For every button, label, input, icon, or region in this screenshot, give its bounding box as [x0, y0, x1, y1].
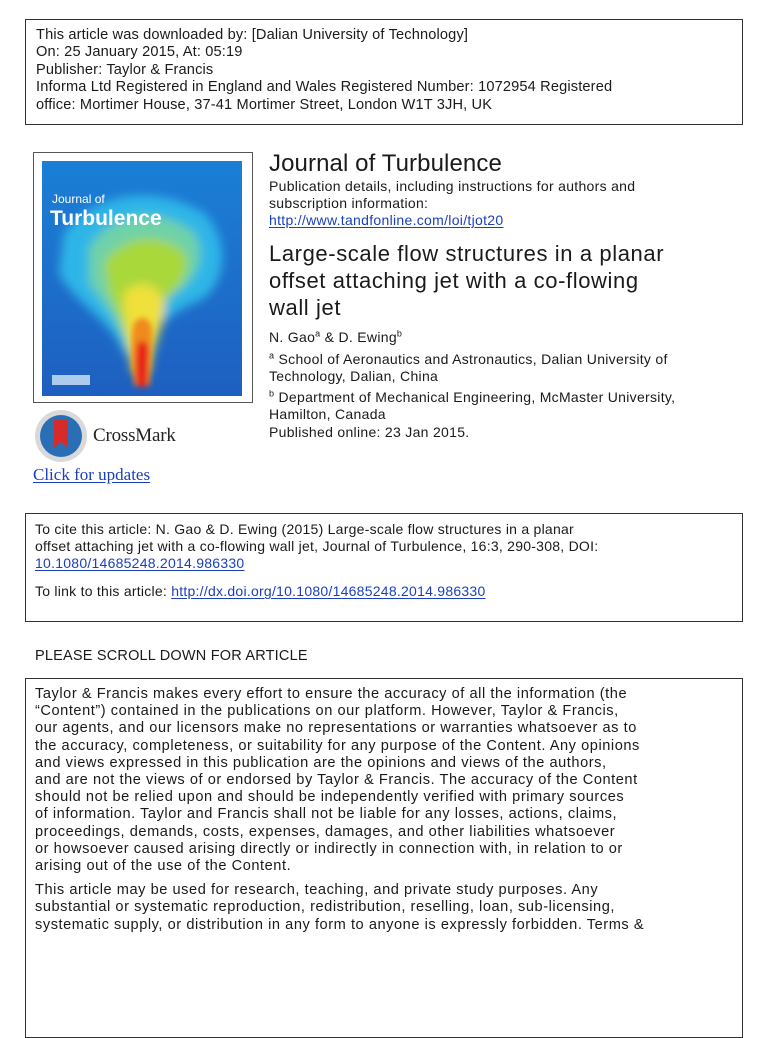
disclaimer-line: of information. Taylor and Francis shall not be liable for any losses, actions, claims, [35, 806, 618, 823]
crossmark-badge[interactable] [33, 408, 203, 464]
affil-text: Department of Mechanical Engineering, McMaster University, [274, 388, 676, 405]
citation-box [25, 513, 743, 622]
disclaimer-line: “Content”) contained in the publications on our platform. However, Taylor & Francis, [35, 703, 619, 720]
affil-mark: b [269, 387, 275, 398]
citation-line: To cite this article: N. Gao & D. Ewing (2015) Large-scale flow structures in a planar [35, 521, 574, 537]
disclaimer-line: and views expressed in this publication are the opinions and views of the authors, [35, 754, 607, 771]
download-line: This article was downloaded by: [Dalian University of Technology] [36, 27, 469, 43]
disclaimer-box [25, 678, 743, 1038]
download-line: Informa Ltd Registered in England and Wales Registered Number: 1072954 Registered [36, 79, 613, 96]
disclaimer-line: arising out of the use of the Content. [35, 858, 292, 875]
disclaimer-paragraph [35, 686, 732, 875]
article-title-line: wall jet [269, 295, 342, 320]
publication-details [269, 178, 739, 229]
disclaimer-line: our agents, and our licensors make no representations or warranties whatsoever as to [35, 720, 637, 737]
link-row [35, 583, 732, 600]
affiliation-a [269, 351, 739, 386]
author-name: D. Ewing [338, 329, 397, 345]
download-line: Publisher: Taylor & Francis [36, 61, 214, 78]
affil-text: Technology, Dalian, China [269, 368, 439, 384]
cover-publisher-logo [52, 375, 90, 385]
author-affil-mark: b [396, 328, 403, 339]
disclaimer-line: proceedings, demands, costs, expenses, damages, and other liabilities whatsoever [35, 823, 616, 840]
download-line: office: Mortimer House, 37-41 Mortimer Street, London W1T 3JH, UK [36, 96, 493, 113]
link-label: To link to this article: [35, 583, 172, 599]
disclaimer-line: This article may be used for research, teaching, and private study purposes. Any [35, 882, 599, 899]
journal-info [269, 149, 739, 441]
disclaimer-paragraph [35, 882, 732, 934]
download-line: On: 25 January 2015, At: 05:19 [36, 44, 243, 61]
disclaimer-line: Taylor & Francis makes every effort to ensure the accuracy of all the information (the [35, 686, 628, 702]
affil-text: School of Aeronautics and Astronautics, Dalian University of [274, 350, 668, 367]
journal-cover-image [33, 152, 253, 403]
cover-art [34, 153, 252, 402]
article-title-line: offset attaching jet with a co-flowing [269, 268, 639, 293]
affiliation-b [269, 389, 739, 424]
journal-title: Journal of Turbulence [269, 150, 502, 177]
article-doi-url-link[interactable]: http://dx.doi.org/10.1080/14685248.2014.986330 [171, 583, 486, 599]
affil-text: Hamilton, Canada [269, 406, 386, 422]
disclaimer-line: the accuracy, completeness, or suitability for any purpose of the Content. Any opinions [35, 737, 640, 754]
disclaimer-line: substantial or systematic reproduction, redistribution, reselling, loan, sub-licensing, [35, 899, 615, 916]
disclaimer-line: systematic supply, or distribution in any form to anyone is expressly forbidden. Terms & [35, 916, 645, 933]
details-line: subscription information: [269, 195, 429, 211]
cover-title-line2: Turbulence [50, 207, 162, 230]
download-notice-box [25, 19, 743, 125]
scroll-notice: PLEASE SCROLL DOWN FOR ARTICLE [35, 648, 308, 664]
article-title-line: Large-scale flow structures in a planar [269, 241, 665, 266]
disclaimer-line: should not be relied upon and should be independently verified with primary sources [35, 789, 625, 806]
affil-mark: a [269, 349, 275, 360]
cover-title-line1: Journal of [52, 192, 105, 206]
journal-url-link[interactable]: http://www.tandfonline.com/loi/tjot20 [269, 212, 504, 228]
article-title [269, 240, 739, 321]
author-name: N. Gao [269, 329, 316, 345]
click-for-updates-link[interactable]: Click for updates [33, 465, 151, 484]
disclaimer-line: and are not the views of or endorsed by Taylor & Francis. The accuracy of the Content [35, 772, 638, 789]
published-date: Published online: 23 Jan 2015. [269, 423, 470, 440]
crossmark-label: CrossMark [93, 425, 176, 446]
citation-line: offset attaching jet with a co-flowing wall jet, Journal of Turbulence, 16:3, 290-308, DOI: [35, 538, 599, 554]
author-separator: & [320, 329, 339, 345]
crossmark-icon [33, 408, 89, 464]
doi-link[interactable]: 10.1080/14685248.2014.986330 [35, 555, 245, 571]
author-affil-mark: a [315, 328, 321, 339]
details-line: Publication details, including instructions for authors and [269, 178, 636, 194]
authors [269, 329, 739, 347]
disclaimer-line: or howsoever caused arising directly or indirectly in connection with, in relation to or [35, 840, 623, 857]
